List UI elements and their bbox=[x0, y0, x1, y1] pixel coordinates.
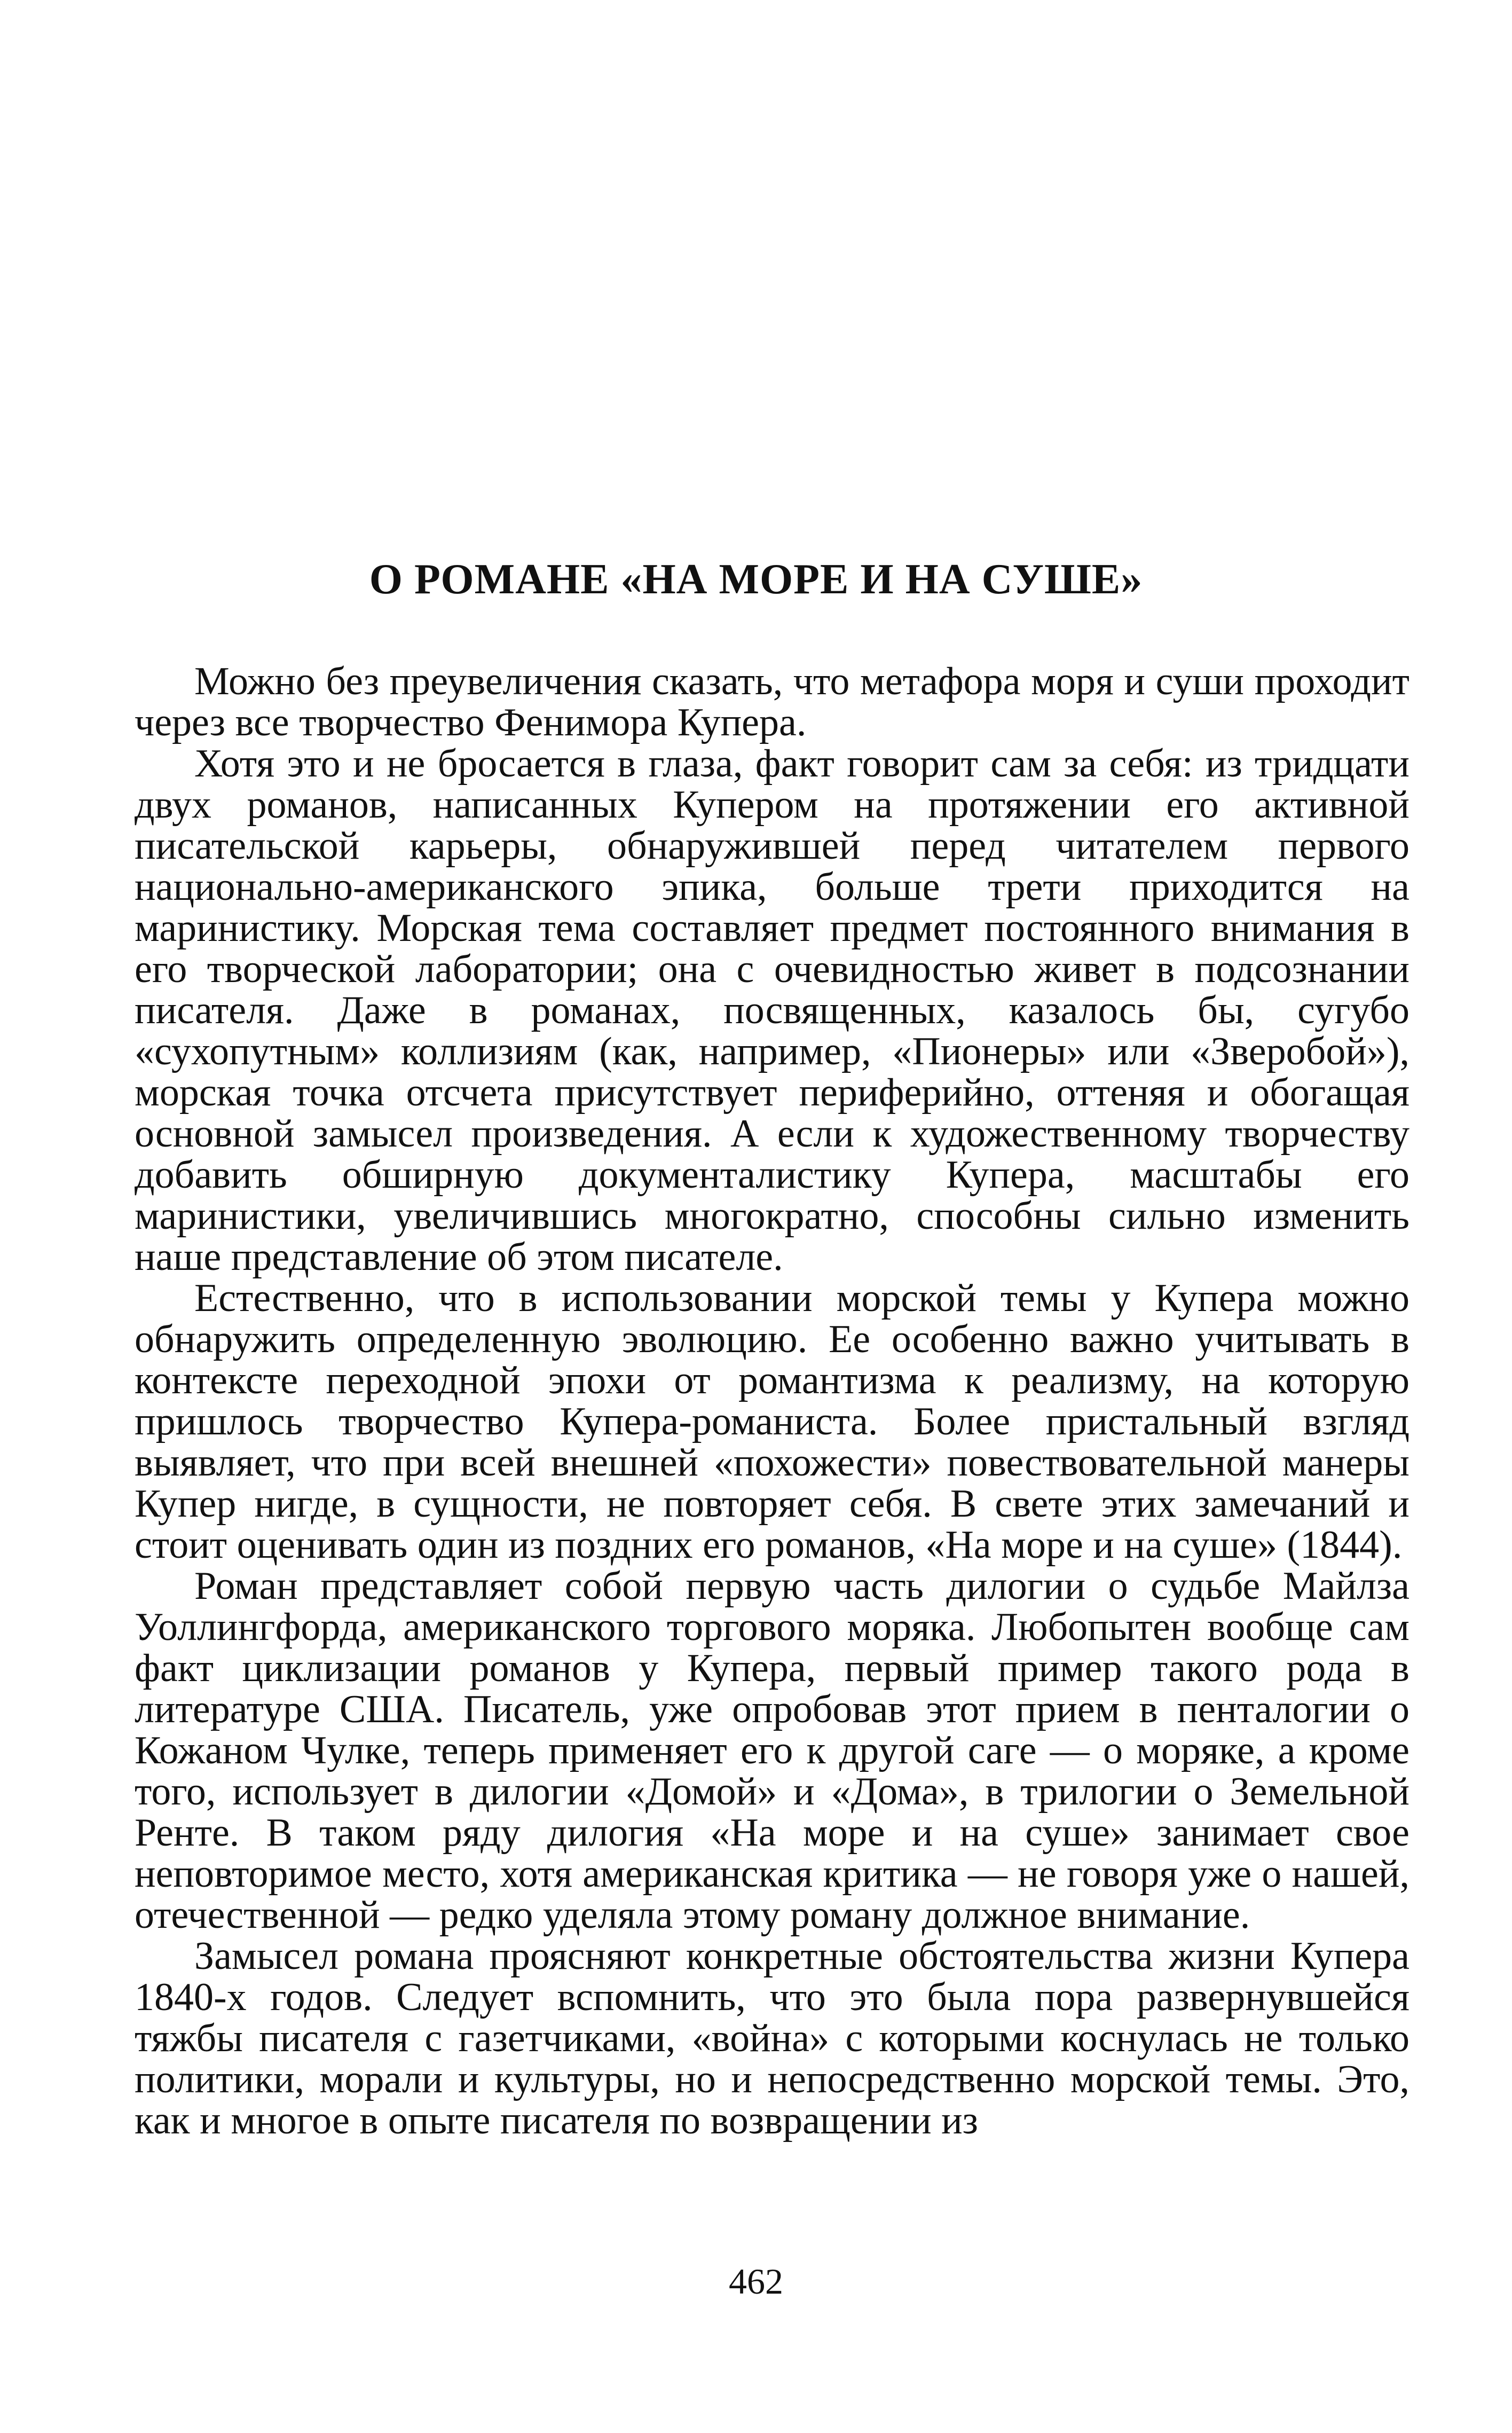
chapter-title: О РОМАНЕ «НА МОРЕ И НА СУШЕ» bbox=[369, 556, 1143, 603]
paragraph-1: Можно без преувеличения сказать, что метафора моря и суши проходит через все творчество Фенимора Купера. bbox=[135, 660, 1409, 744]
paragraph-5: Замысел романа проясняют конкретные обстоятельства жизни Купера 1840-х годов. Следует вспомнить, что это была пора развернувшейся тяжбы писателя с газетчиками, «война» с которыми коснулась не только политики, морали и культуры, но и непосредственно морской темы. Это, как и многое в опыте писателя по возвращении из bbox=[135, 1934, 1409, 2142]
paragraph-4: Роман представляет собой первую часть дилогии о судьбе Майлза Уоллингфорда, американского торгового моряка. Любопытен вообще сам факт циклизации романов у Купера, первый пример такого рода в литературе США. Писатель, уже опробовав этот прием в пенталогии о Кожаном Чулке, теперь применяет его к другой саге — о моряке, а кроме того, использует в дилогии «Домой» и «Дома», в трилогии о Земельной Ренте. В таком ряду дилогия «На море и на суше» занимает свое неповторимое место, хотя американская критика — не говоря уже о нашей, отечественной — редко уделяла этому роману должное внимание. bbox=[135, 1564, 1409, 1937]
page-number: 462 bbox=[729, 2261, 783, 2302]
body-text bbox=[135, 661, 1409, 2141]
paragraph-3: Естественно, что в использовании морской темы у Купера можно обнаружить определенную эволюцию. Ее особенно важно учитывать в контексте переходной эпохи от романтизма к реализму, на которую пришлось творчество Купера-романиста. Более пристальный взгляд выявляет, что при всей внешней «похожести» повествовательной манеры Купер нигде, в сущности, не повторяет себя. В свете этих замечаний и стоит оценивать один из поздних его романов, «На море и на суше» (1844). bbox=[135, 1276, 1409, 1567]
paragraph-2: Хотя это и не бросается в глаза, факт говорит сам за себя: из тридцати двух романов, написанных Купером на протяжении его активной писательской карьеры, обнаружившей перед читателем первого национально-американского эпика, больше трети приходится на маринистику. Морская тема составляет предмет постоянного внимания в его творческой лаборатории; она с очевидностью живет в подсознании писателя. Даже в романах, посвященных, казалось бы, сугубо «сухопутным» коллизиям (как, например, «Пионеры» или «Зверобой»), морская точка отсчета присутствует периферийно, оттеняя и обогащая основной замысел произведения. А если к художественному творчеству добавить обширную документалистику Купера, масштабы его маринистики, увеличившись многократно, способны сильно изменить наше представление об этом писателе. bbox=[135, 742, 1409, 1279]
